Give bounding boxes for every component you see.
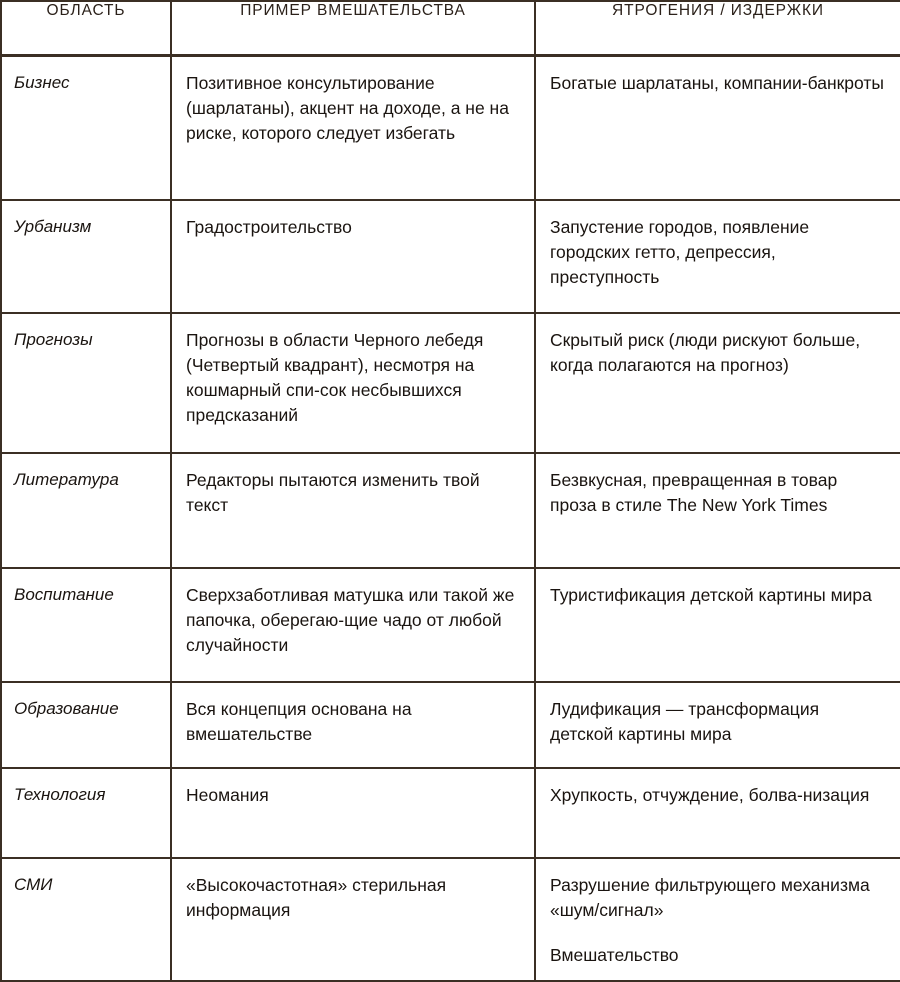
cost-text: Богатые шарлатаны, компании-банкроты	[550, 73, 884, 93]
cost-text: Хрупкость, отчуждение, болва-низация	[550, 785, 870, 805]
table-body	[1, 56, 900, 982]
table-row	[1, 568, 900, 682]
cell-cost	[535, 768, 900, 858]
cell-area	[1, 568, 171, 682]
example-text: Позитивное консультирование (шарлатаны), акцент на доходе, а не на риске, которого следует избегать	[186, 73, 509, 143]
cell-area	[1, 200, 171, 313]
table-row	[1, 768, 900, 858]
cost-text: Скрытый риск (люди рискуют больше, когда полагаются на прогноз)	[550, 330, 861, 375]
cell-area	[1, 56, 171, 201]
cost-text: Туристификация детской картины мира	[550, 585, 872, 605]
table-row	[1, 682, 900, 768]
example-text: Градостроительство	[186, 217, 352, 237]
cell-area	[1, 768, 171, 858]
column-header-example	[171, 1, 535, 56]
area-label: Бизнес	[14, 73, 70, 92]
cell-example	[171, 313, 535, 453]
example-text: «Высокочастотная» стерильная информация	[186, 875, 447, 920]
example-text: Прогнозы в области Черного лебедя (Четвертый квадрант), несмотря на кошмарный спи-сок несбывшихся предсказаний	[186, 330, 484, 425]
cell-cost	[535, 568, 900, 682]
cost-paragraph: Разрушение фильтрующего механизма «шум/сигнал»	[550, 875, 870, 920]
area-label: Воспитание	[14, 585, 114, 604]
table-header	[1, 1, 900, 56]
area-label: Урбанизм	[14, 217, 92, 236]
cost-text: Безвкусная, превращенная в товар проза в стиле The New York Times	[550, 470, 838, 515]
cell-example	[171, 768, 535, 858]
cost-text: Запустение городов, появление городских гетто, депрессия, преступность	[550, 217, 810, 287]
cell-cost	[535, 682, 900, 768]
example-text: Вся концепция основана на вмешательстве	[186, 699, 412, 744]
cost-paragraph: Вмешательство	[550, 944, 679, 965]
cell-cost	[535, 313, 900, 453]
cell-example	[171, 56, 535, 201]
example-text: Сверхзаботливая матушка или такой же папочка, оберегаю-щие чадо от любой случайности	[186, 585, 515, 655]
column-header-area	[1, 1, 171, 56]
column-header-area-label: ОБЛАСТЬ	[46, 2, 126, 19]
area-label: Технология	[14, 785, 106, 804]
column-header-example-label: ПРИМЕР ВМЕШАТЕЛЬСТВА	[240, 2, 466, 19]
area-label: Образование	[14, 699, 119, 718]
cell-example	[171, 682, 535, 768]
cell-cost	[535, 56, 900, 201]
table-row	[1, 313, 900, 453]
table-row	[1, 453, 900, 568]
area-label: Литература	[14, 470, 119, 489]
cell-example	[171, 453, 535, 568]
cell-area	[1, 453, 171, 568]
area-label: Прогнозы	[14, 330, 93, 349]
cell-example	[171, 568, 535, 682]
table-row	[1, 200, 900, 313]
cost-text-block	[536, 859, 900, 980]
column-header-cost	[535, 1, 900, 56]
cost-text: Лудификация — трансформация детской картины мира	[550, 699, 820, 744]
example-text: Неомания	[186, 785, 269, 805]
cell-example	[171, 200, 535, 313]
cell-cost	[535, 453, 900, 568]
cell-area	[1, 313, 171, 453]
cell-cost	[535, 200, 900, 313]
table-row	[1, 56, 900, 201]
example-text: Редакторы пытаются изменить твой текст	[186, 470, 480, 515]
cell-area	[1, 682, 171, 768]
area-label: СМИ	[14, 875, 53, 894]
column-header-cost-label: ЯТРОГЕНИЯ / ИЗДЕРЖКИ	[612, 2, 824, 19]
table-header-row	[1, 1, 900, 56]
